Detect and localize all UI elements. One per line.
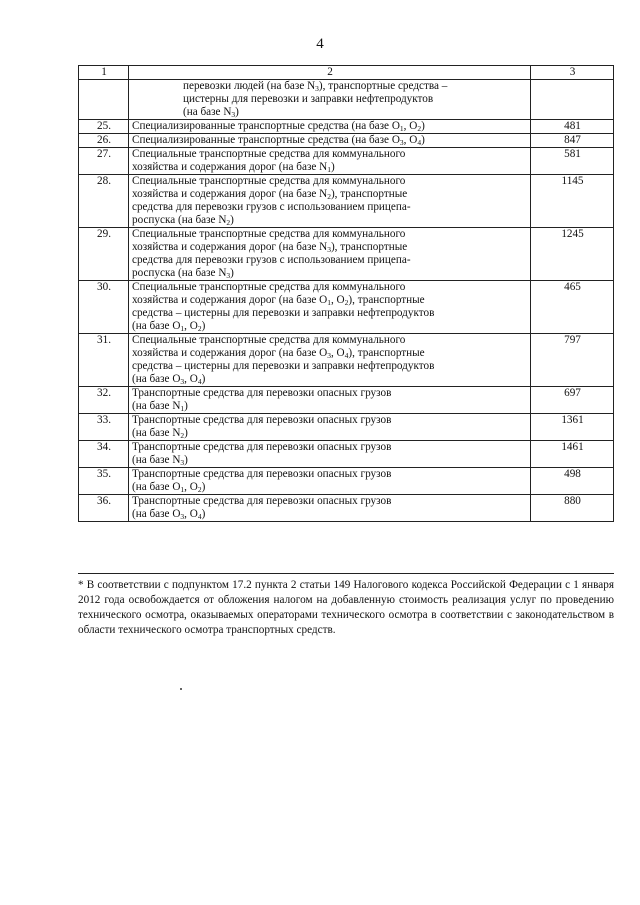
row-description: Специальные транспортные средства для коммунального хозяйства и содержания дорог (на базе $O_1$, $O_2$), транспортные средства – цистерны для перевозки и заправки нефтепродуктов (на базе $O_1$, $O_2$)	[129, 281, 531, 334]
table-row	[79, 80, 614, 120]
column-header-value: 3	[531, 66, 614, 80]
row-description: Транспортные средства для перевозки опасных грузов (на базе $N_2$)	[129, 414, 531, 441]
table-body	[79, 80, 614, 522]
row-number: 28.	[79, 175, 129, 228]
row-number: 32.	[79, 387, 129, 414]
table-row	[79, 414, 614, 441]
table-row	[79, 120, 614, 134]
row-description: Транспортные средства для перевозки опасных грузов (на базе $O_1$, $O_2$)	[129, 468, 531, 495]
row-description: Специальные транспортные средства для коммунального хозяйства и содержания дорог (на базе $N_2$), транспортные средства для перевозки грузов с использованием прицепа- роспуска (на базе $N_2$)	[129, 175, 531, 228]
column-header-description: 2	[129, 66, 531, 80]
row-value: 697	[531, 387, 614, 414]
header-row	[79, 66, 614, 80]
row-description: Специальные транспортные средства для коммунального хозяйства и содержания дорог (на базе $N_3$), транспортные средства для перевозки грузов с использованием прицепа- роспуска (на базе $N_3$)	[129, 228, 531, 281]
row-value: 1461	[531, 441, 614, 468]
table-row	[79, 441, 614, 468]
page-number: 4	[316, 36, 324, 52]
footnote: * В соответствии с подпунктом 17.2 пункта 2 статьи 149 Налогового кодекса Российской Федерации с 1 января 2012 года освобождается от обложения налогом на добавленную стоимость реализация услуг по проведению технического осмотра, оказываемых операторами технического осмотра в соответствии с законодательством в области технического осмотра транспортных средств.	[78, 579, 614, 636]
row-value: 481	[531, 120, 614, 134]
row-value: 847	[531, 134, 614, 148]
table-row	[79, 495, 614, 522]
row-number: 29.	[79, 228, 129, 281]
row-value: 465	[531, 281, 614, 334]
row-description: Транспортные средства для перевозки опасных грузов (на базе $N_1$)	[129, 387, 531, 414]
row-value: 498	[531, 468, 614, 495]
row-description: перевозки людей (на базе $N_3$), транспортные средства – цистерны для перевозки и заправки нефтепродуктов (на базе $N_3$)	[129, 80, 531, 120]
table-row	[79, 228, 614, 281]
row-value: 1145	[531, 175, 614, 228]
row-description: Специальные транспортные средства для коммунального хозяйства и содержания дорог (на базе $O_3$, $O_4$), транспортные средства – цистерны для перевозки и заправки нефтепродуктов (на базе $O_3$, $O_4$)	[129, 334, 531, 387]
row-description: Специализированные транспортные средства (на базе $O_3$, $O_4$)	[129, 134, 531, 148]
table-row	[79, 334, 614, 387]
row-number: 30.	[79, 281, 129, 334]
table-row	[79, 148, 614, 175]
row-number: 34.	[79, 441, 129, 468]
row-description: Транспортные средства для перевозки опасных грузов (на базе $N_3$)	[129, 441, 531, 468]
row-number: 25.	[79, 120, 129, 134]
row-number: 35.	[79, 468, 129, 495]
column-header-number: 1	[79, 66, 129, 80]
table-row	[79, 175, 614, 228]
row-number: 27.	[79, 148, 129, 175]
row-number	[79, 80, 129, 120]
row-value: 1361	[531, 414, 614, 441]
row-description: Специализированные транспортные средства (на базе $O_1$, $O_2$)	[129, 120, 531, 134]
row-value: 880	[531, 495, 614, 522]
table-header	[79, 66, 614, 80]
row-number: 36.	[79, 495, 129, 522]
tariff-table	[78, 65, 614, 522]
row-number: 26.	[79, 134, 129, 148]
footnote-divider	[78, 573, 614, 574]
table-row	[79, 281, 614, 334]
row-value: 581	[531, 148, 614, 175]
table-row	[79, 387, 614, 414]
row-value: 1245	[531, 228, 614, 281]
row-description: Специальные транспортные средства для коммунального хозяйства и содержания дорог (на базе $N_1$)	[129, 148, 531, 175]
row-description: Транспортные средства для перевозки опасных грузов (на базе $O_3$, $O_4$)	[129, 495, 531, 522]
scan-speck	[180, 688, 182, 690]
row-value: 797	[531, 334, 614, 387]
table-row	[79, 468, 614, 495]
row-value	[531, 80, 614, 120]
row-number: 31.	[79, 334, 129, 387]
table-row	[79, 134, 614, 148]
row-number: 33.	[79, 414, 129, 441]
